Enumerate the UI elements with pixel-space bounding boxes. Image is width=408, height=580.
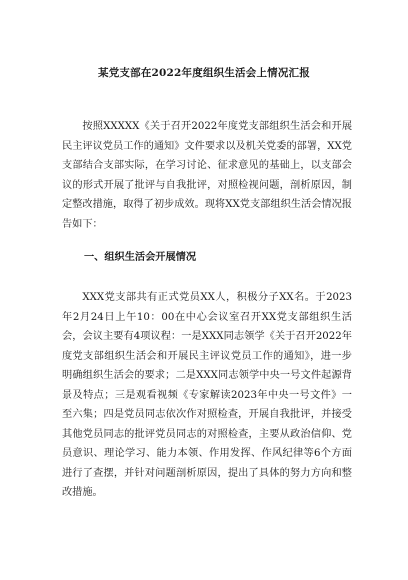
intro-paragraph: 按照XXXXX《关于召开2022年度党支部组织生活会和开展民主评议党员工作的通知》文件要求以及机关党委的部署，XX党支部结合支部实际，在学习讨论、征求意见的基础上，以支部会议的形式开展了批评与自我批评，对照检视问题，剖析原因，制定整改措施，取得了初步成效。现将XX党支部组织生活会情况报告如下：: [62, 121, 352, 230]
section-paragraph: XXX党支部共有正式党员XX人，积极分子XX名。于2023年2月24日上午10：00在中心会议室召开XX党支部组织生活会，会议主要有4项议程：一是XXX同志领学《关于召开2022年度党支部组织生活会和开展民主评议党员工作的通知》，进一步明确组织生活会的要求；二是XXX同志领学中央一号文件起源背景及特点；三是观看视频《专家解读2023年中央一号文件》一至六集；四是党员同志依次作对照检查，开展自我批评，并接受其他党员同志的批评党员同志的对照检查，主要从政治信仰、党员意识、理论学习、能力本领、作用发挥、作风纪律等6个方面进行了查摆，并针对问题剖析原因，提出了具体的努力方向和整改措施。: [62, 292, 352, 498]
section-heading: 一、组织生活会开展情况: [84, 251, 197, 263]
document-title: 某党支部在2022年度组织生活会上情况汇报: [98, 67, 310, 79]
